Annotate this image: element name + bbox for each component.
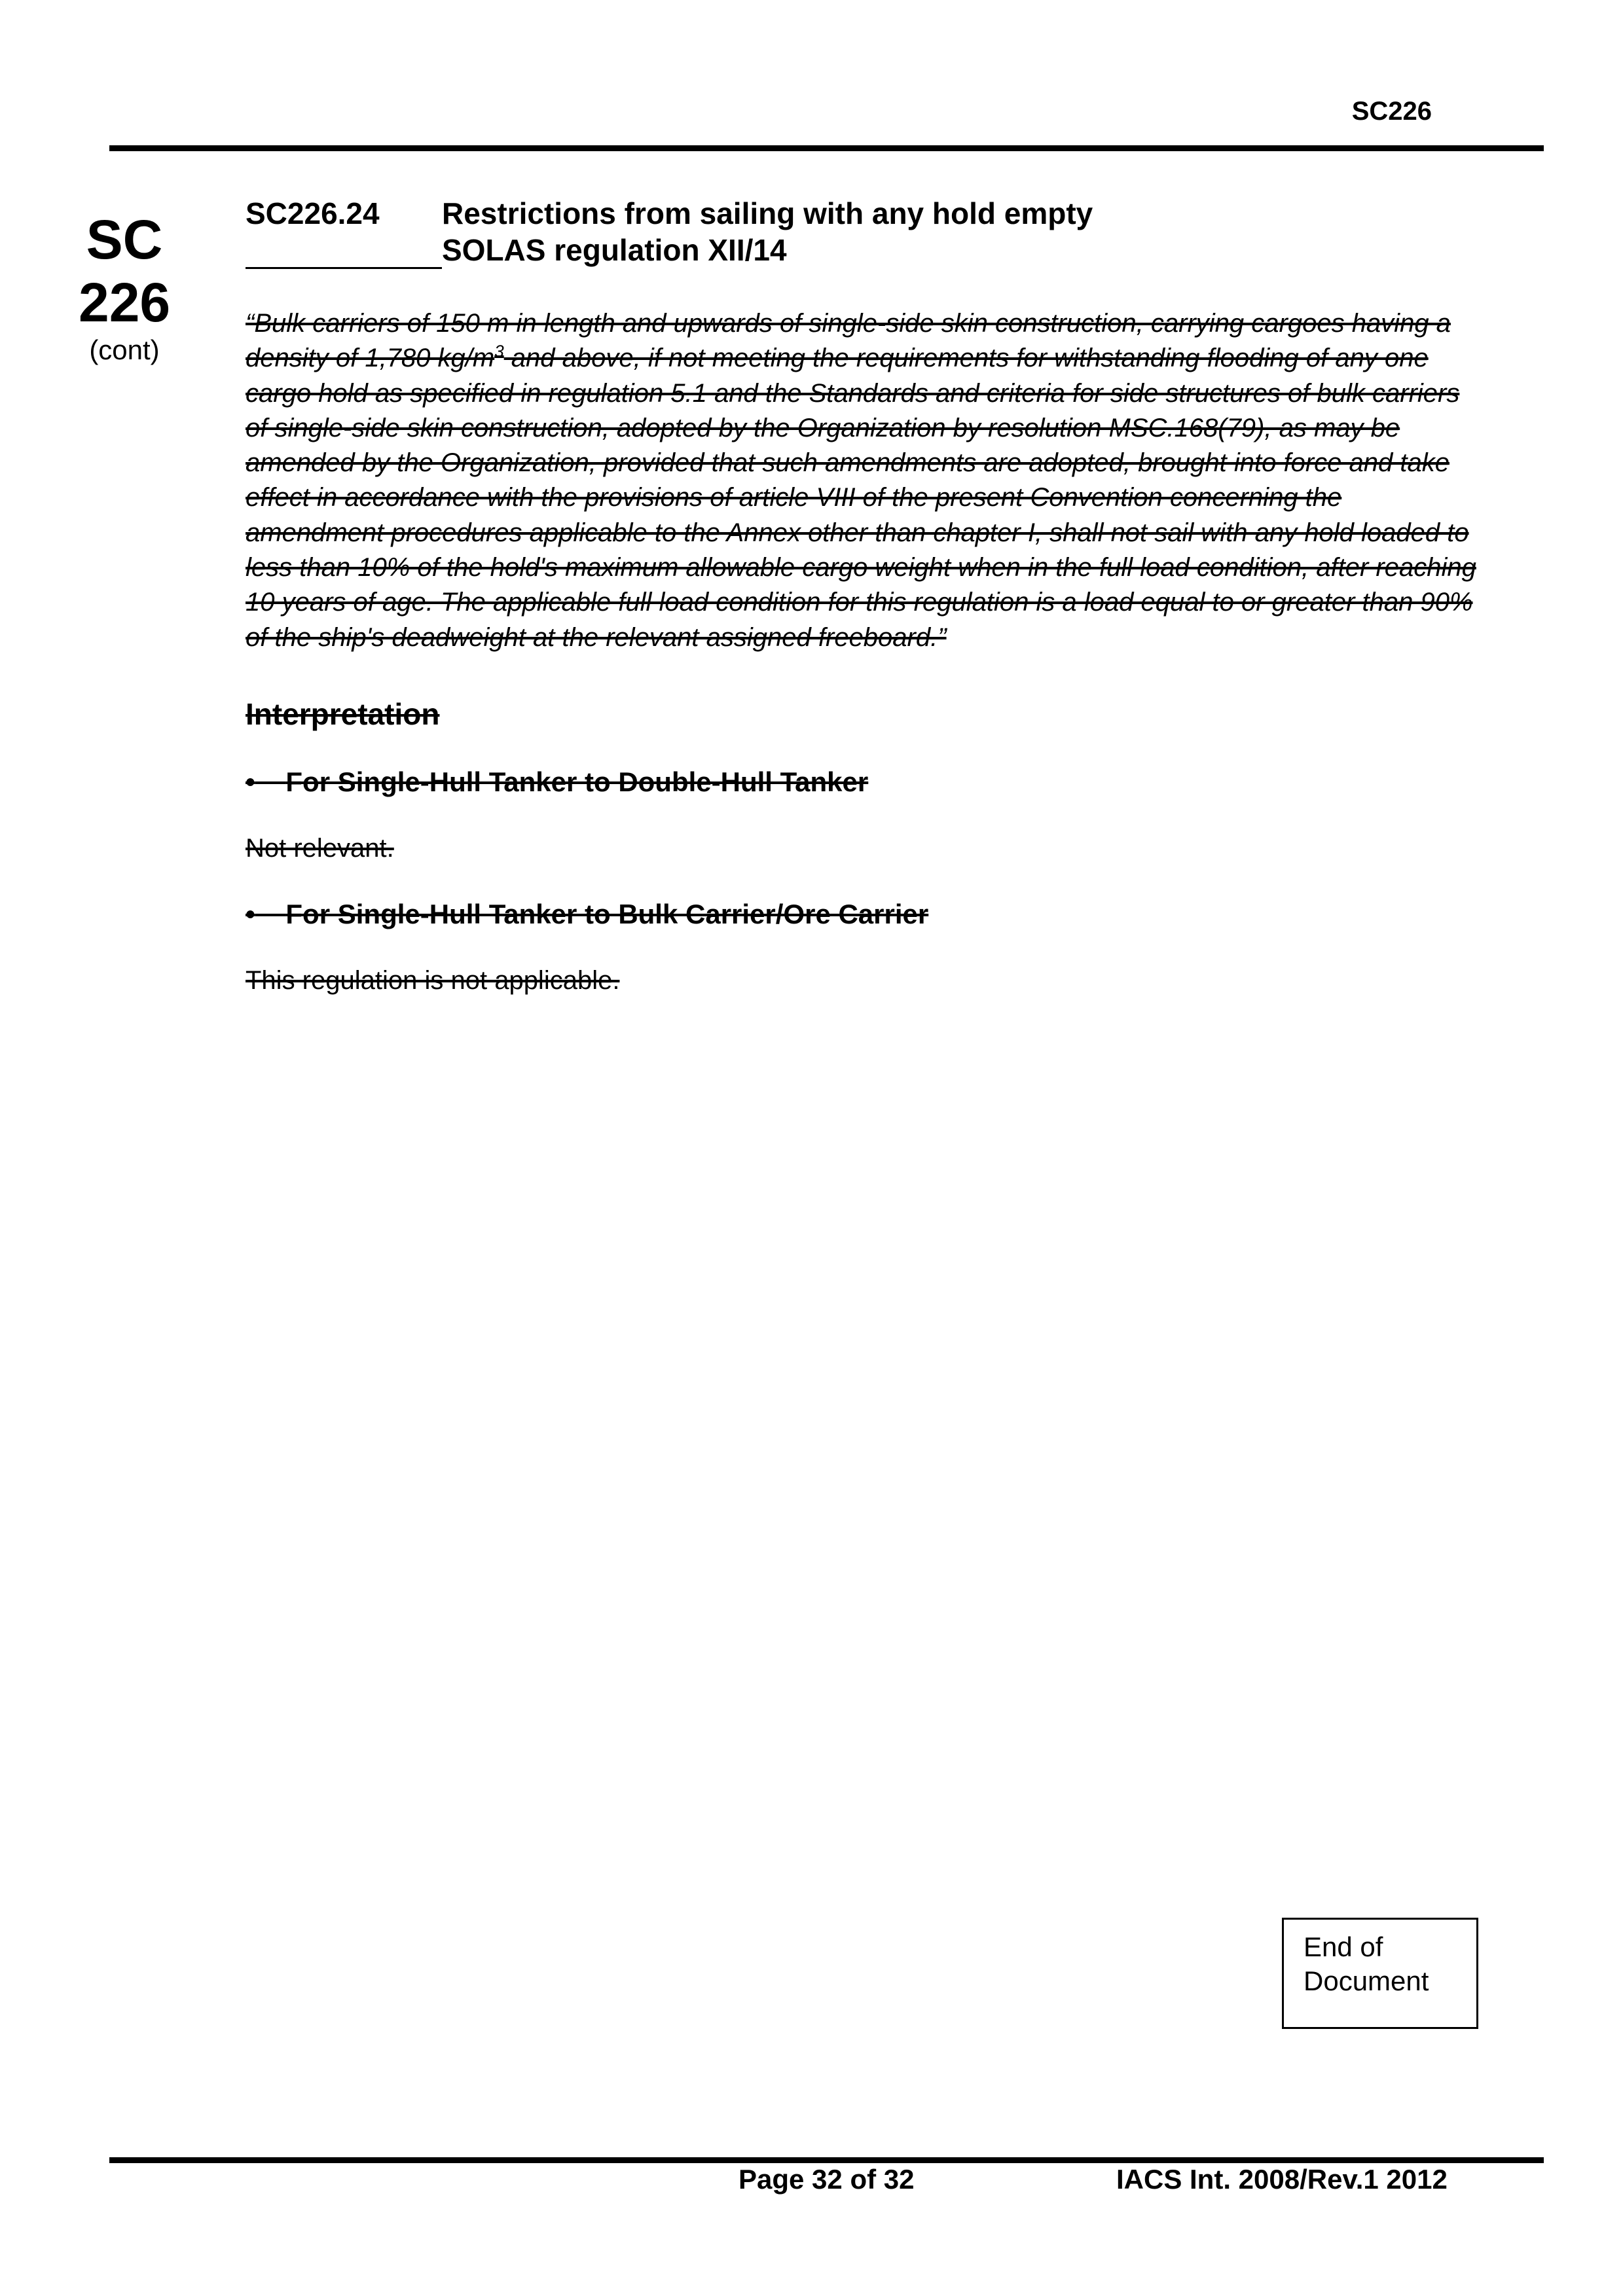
interpretation-item-2-title: • For Single-Hull Tanker to Bulk Carrier/Ore Carrier	[246, 898, 929, 929]
regulation-quote	[246, 306, 1476, 655]
document-revision: IACS Int. 2008/Rev.1 2012	[1116, 2164, 1448, 2195]
bullet-icon: •	[246, 898, 255, 929]
section-number: SC226.24	[246, 196, 380, 230]
sidebar-line2: 226	[79, 272, 171, 333]
page-number: Page 32 of 32	[739, 2164, 915, 2195]
end-box-line1: End of	[1304, 1931, 1383, 1962]
section-title-line1: Restrictions from sailing with any hold empty	[442, 196, 1093, 230]
sidebar-line3: (cont)	[89, 334, 160, 365]
footer-rule	[109, 2157, 1544, 2163]
end-box-line2: Document	[1304, 1965, 1429, 1996]
end-of-document-box	[1282, 1918, 1478, 2029]
bullet-icon: •	[246, 766, 255, 797]
quote-superscript: 3	[494, 341, 504, 361]
heading-strike-line	[246, 267, 442, 269]
sidebar-label	[79, 208, 170, 367]
header-rule	[109, 145, 1544, 151]
interpretation-item-1-text: Not relevant.	[246, 833, 394, 863]
section-title-line2: SOLAS regulation XII/14	[442, 233, 787, 267]
section-heading	[246, 195, 1476, 268]
quote-part1: “Bulk carriers of 150 m in length and upwards of single-side skin construction, carrying cargoes having a density of 1,780 kg/m	[246, 309, 1451, 373]
interpretation-item-1-title: • For Single-Hull Tanker to Double-Hull Tanker	[246, 766, 869, 797]
interpretation-heading: Interpretation	[246, 696, 440, 731]
interpretation-item-2-text: This regulation is not applicable.	[246, 965, 620, 995]
quote-part2: and above, if not meeting the requirements for withstanding flooding of any one cargo hold as specified in regulation 5.1 and the Standards and criteria for side structures of bulk carriers of single-side skin construction, adopted by the Organization by resolution MSC.168(79), as may be amended by the Organization, provided that such amendments are adopted, brought into force and take effect in accordance with the provisions of article VIII of the present Convention concerning the amendment procedures applicable to the Annex other than chapter I, shall not sail with any hold loaded to less than 10% of the hold's maximum allowable cargo weight when in the full load condition, after reaching 10 years of age. The applicable full load condition for this regulation is a load equal to or greater than 90% of the ship's deadweight at the relevant assigned freeboard.”	[246, 344, 1476, 652]
header-code: SC226	[1351, 97, 1432, 126]
main-content	[246, 195, 1476, 997]
sidebar-line1: SC	[86, 209, 163, 270]
